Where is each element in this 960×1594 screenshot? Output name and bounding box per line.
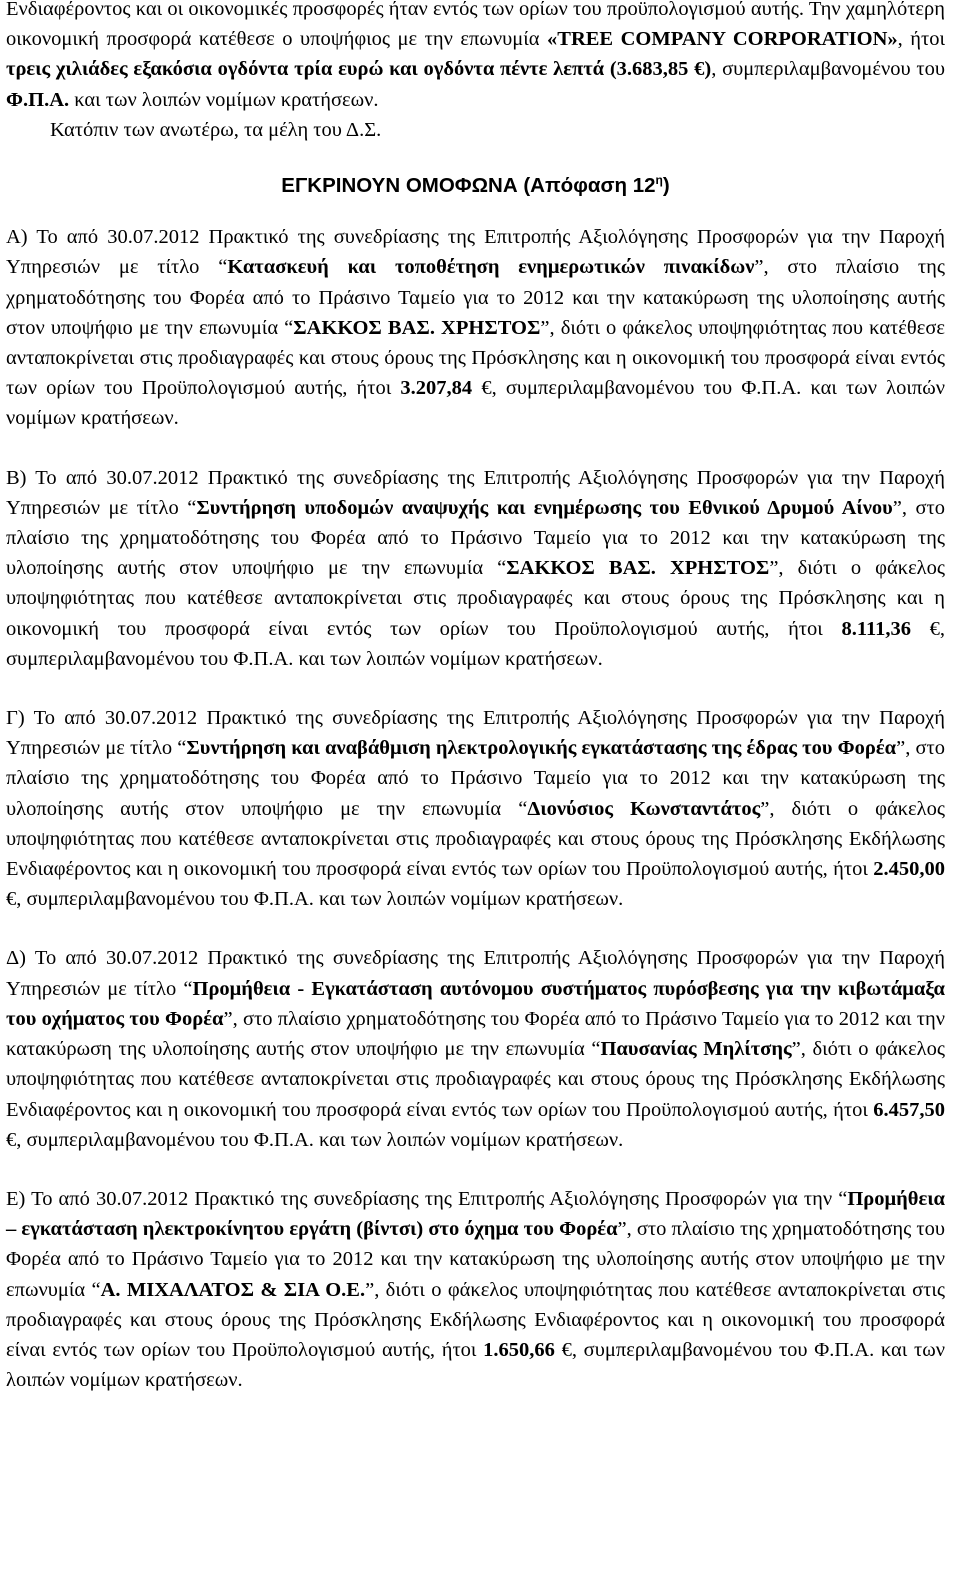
intro-paragraph	[6, 0, 945, 115]
text-run: ”, διότι ο φάκελος υποψηφιότητας που κατέθεσε ανταποκρίνεται στις προδιαγραφές και στους όρους της Πρόσκλησης Εκδήλωσης Ενδιαφέροντος και η οικονομική του προσφορά είναι εντός των ορίων του Προϋπολογισμού αυτής, ήτοι	[6, 1038, 945, 1121]
bold-text: 2.450,00	[873, 858, 945, 881]
text-run: ”, στο πλαίσιο της χρηματοδότησης του Φορέα από το Πράσινο Ταμείο για το 2012 και την κατακύρωση της υλοποίησης αυτής στον υποψήφιο με την επωνυμία “	[6, 496, 946, 580]
text-run: ”, διότι ο φάκελος υποψηφιότητας που κατέθεσε ανταποκρίνεται στις προδιαγραφές και στους όρους της Πρόσκλησης και η οικονομική του προσφορά είναι εντός των ορίων του Προϋπολογισμού αυτής, ήτοι	[6, 316, 945, 400]
text-run: Δ) Το από 30.07.2012 Πρακτικό της συνεδρίασης της Επιτροπής Αξιολόγησης Προσφορών για την Παροχή Υπηρεσιών με τίτλο “	[6, 947, 945, 1000]
decision-superscript: η	[655, 173, 663, 188]
decision-item-c	[6, 703, 945, 914]
bold-text: Συντήρηση και αναβάθμιση ηλεκτρολογικής εγκατάστασης της έδρας του Φορέα	[186, 737, 897, 760]
text-run: ”, διότι ο φάκελος υποψηφιότητας που κατέθεσε ανταποκρίνεται στις προδιαγραφές και στους όρους της Πρόσκλησης και η οικονομική του προσφορά είναι εντός των ορίων του Προϋπολογισμού αυτής, ήτοι	[6, 557, 945, 640]
text-run: €, συμπεριλαμβανομένου του Φ.Π.Α. και των λοιπών νομίμων κρατήσεων.	[6, 888, 624, 911]
bold-text: «TREE COMPANY CORPORATION»	[547, 28, 898, 51]
text-run: Ενδιαφέροντος και οι οικονομικές προσφορές ήταν εντός των ορίων του προϋπολογισμού αυτής. Την χαμηλότερη οικονομική προσφορά κατέθεσε ο υποψήφιος με την επωνυμία	[6, 0, 945, 51]
bold-text: Φ.Π.Α.	[6, 88, 70, 111]
bold-text: 8.111,36	[841, 617, 911, 640]
text-run: €, συμπεριλαμβανομένου του Φ.Π.Α. και των λοιπών νομίμων κρατήσεων.	[6, 617, 946, 670]
bold-text: 6.457,50	[873, 1098, 945, 1121]
bold-text: ΣΑΚΚΟΣ ΒΑΣ. ΧΡΗΣΤΟΣ	[506, 557, 770, 580]
decision-heading-text: ΕΓΚΡΙΝΟΥΝ ΟΜΟΦΩΝΑ (Απόφαση 12	[281, 174, 656, 198]
bold-text: Προμήθεια – εγκατάσταση ηλεκτροκίνητου εργάτη (βίντσι) στο όχημα του Φορέα	[6, 1187, 945, 1241]
decision-item-b	[6, 463, 945, 674]
decision-item-a	[6, 222, 945, 433]
bold-text: Παυσανίας Μηλίτσης	[600, 1038, 792, 1061]
bold-text: Συντήρηση υποδομών αναψυχής και ενημέρωσης του Εθνικού Δρυμού Αίνου	[196, 496, 893, 519]
decision-heading	[6, 171, 945, 201]
text-run: ”, στο πλαίσιο χρηματοδότησης του Φορέα από το Πράσινο Ταμείο για το 2012 και την κατακύρωση της υλοποίησης αυτής στον υποψήφιο με την επωνυμία “	[6, 1007, 945, 1061]
bold-text: 1.650,66	[483, 1338, 555, 1361]
bold-text: τρεις χιλιάδες εξακόσια ογδόντα τρία ευρώ και ογδόντα πέντε λεπτά (3.683,85 €)	[6, 58, 712, 81]
bold-text: Προμήθεια - Εγκατάσταση αυτόνομου συστήματος πυρόσβεσης για την κιβωτάμαξα του οχήματος του Φορέα	[6, 977, 946, 1030]
text-run: Ε) Το από 30.07.2012 Πρακτικό της συνεδρίασης της Επιτροπής Αξιολόγησης Προσφορών για την “	[6, 1187, 848, 1210]
bold-text: Κατασκευή και τοποθέτηση ενημερωτικών πινακίδων	[227, 256, 755, 279]
decision-item-d	[6, 943, 945, 1154]
text-run: Β) Το από 30.07.2012 Πρακτικό της συνεδρίασης της Επιτροπής Αξιολόγησης Προσφορών για την Παροχή Υπηρεσιών με τίτλο “	[6, 466, 945, 519]
text-run: ”, στο πλαίσιο της χρηματοδότησης του Φορέα από το Πράσινο Ταμείο για το 2012 και την κατακύρωση της υλοποίησης αυτής στον υποψήφιο με την επωνυμία “	[6, 1218, 946, 1301]
bold-text: 3.207,84	[400, 377, 473, 400]
text-run: ”, στο πλαίσιο της χρηματοδότησης του Φορέα από το Πράσινο Ταμείο για το 2012 και την κατακύρωση της υλοποίησης αυτής στον υποψήφιο με την επωνυμία “	[6, 737, 946, 820]
text-run: , ήτοι	[897, 28, 945, 51]
text-run: €, συμπεριλαμβανομένου του Φ.Π.Α. και των λοιπών νομίμων κρατήσεων.	[6, 1338, 945, 1392]
text-run: €, συμπεριλαμβανομένου του Φ.Π.Α. και των λοιπών νομίμων κρατήσεων.	[6, 1128, 624, 1151]
text-run: ”, διότι ο φάκελος υποψηφιότητας που κατέθεσε ανταποκρίνεται στις προδιαγραφές και στους όρους της Πρόσκλησης Εκδήλωσης Ενδιαφέροντος και η οικονομική του προσφορά είναι εντός των ορίων του Προϋπολογισμού αυτής, ήτοι	[6, 797, 945, 881]
text-run: ”, στο πλαίσιο της χρηματοδότησης του Φορέα από το Πράσινο Ταμείο για το 2012 και την κατακύρωση της υλοποίησης αυτής στον υποψήφιο με την επωνυμία “	[6, 256, 945, 339]
text-run: ”, διότι ο φάκελος υποψηφιότητας που κατέθεσε ανταποκρίνεται στις προδιαγραφές και στους όρους της Πρόσκλησης Εκδήλωσης Ενδιαφέροντος και η οικονομική του προσφορά είναι εντός των ορίων του Προϋπολογισμού αυτής, ήτοι	[6, 1278, 945, 1361]
bold-text: Διονύσιος Κωνσταντάτος	[527, 797, 761, 820]
text-run: €, συμπεριλαμβανομένου του Φ.Π.Α. και των λοιπών νομίμων κρατήσεων.	[6, 377, 945, 430]
text-run: , συμπεριλαμβανομένου του	[711, 58, 945, 81]
decision-heading-close: )	[662, 174, 670, 198]
bold-text: ΣΑΚΚΟΣ ΒΑΣ. ΧΡΗΣΤΟΣ	[293, 316, 541, 339]
decision-item-e	[6, 1184, 945, 1395]
bold-text: Α. ΜΙΧΑΛΑΤΟΣ & ΣΙΑ Ο.Ε.	[100, 1278, 366, 1301]
text-run: Γ) Το από 30.07.2012 Πρακτικό της συνεδρίασης της Επιτροπής Αξιολόγησης Προσφορών για την Παροχή Υπηρεσιών με τίτλο “	[6, 707, 945, 760]
board-members-line: Κατόπιν των ανωτέρω, τα μέλη του Δ.Σ.	[50, 118, 382, 141]
text-run: και των λοιπών νομίμων κρατήσεων.	[69, 88, 379, 111]
text-run: Α) Το από 30.07.2012 Πρακτικό της συνεδρίασης της Επιτροπής Αξιολόγησης Προσφορών για την Παροχή Υπηρεσιών με τίτλο “	[6, 226, 945, 279]
